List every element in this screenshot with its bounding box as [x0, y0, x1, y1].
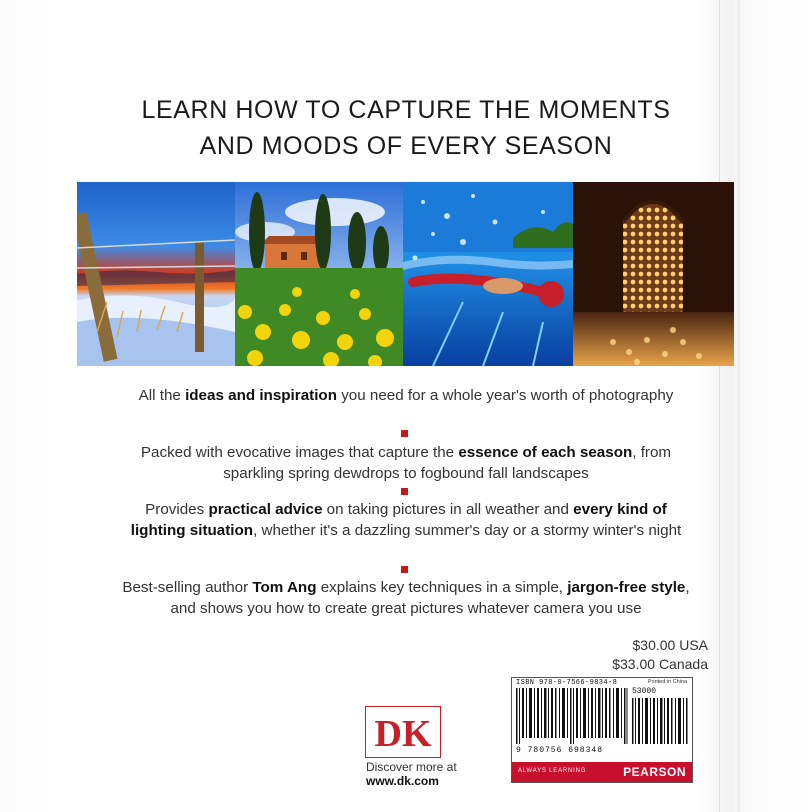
pearson-tagline: ALWAYS LEARNING — [518, 768, 587, 774]
lattice-window-photo — [573, 182, 734, 366]
dk-logo-letters: DK — [374, 713, 432, 755]
bullet-emphasis: Tom Ang — [252, 579, 317, 596]
bullet-text: on taking pictures in all weather and — [322, 501, 574, 518]
bullet-text: you need for a whole year's worth of photography — [336, 387, 674, 404]
publisher-url[interactable]: www.dk.com — [366, 774, 439, 788]
headline-line-2: AND MOODS OF EVERY SEASON — [199, 132, 613, 160]
feature-bullet-2 — [120, 442, 692, 484]
bullet-text: Provides — [145, 501, 209, 518]
pearson-logo: PEARSON — [623, 765, 686, 779]
bullet-separator — [401, 566, 408, 573]
price-usa: $30.00 USA — [632, 637, 708, 653]
price-barcode-icon — [632, 698, 688, 744]
bullet-emphasis: every kind of lighting situation — [130, 501, 667, 539]
barcode-panel — [511, 677, 693, 783]
pearson-band — [512, 762, 692, 782]
bullet-separator — [401, 430, 408, 437]
discover-text: Discover more at — [366, 760, 457, 774]
bullet-text: All the — [138, 387, 186, 404]
barcode-digits: 9 780756 698348 — [516, 746, 604, 755]
bullet-text: explains key techniques in a simple, — [316, 579, 568, 596]
bullet-text: , and shows you how to create great pictures whatever camera you use — [170, 579, 690, 617]
bullet-separator — [401, 488, 408, 495]
bullet-text: Packed with evocative images that capture the — [140, 444, 459, 461]
price-canada: $33.00 Canada — [612, 656, 708, 672]
ean-barcode-icon — [516, 688, 628, 744]
price-code: 53000 — [632, 687, 657, 696]
bullet-emphasis: jargon-free style — [567, 579, 686, 596]
feature-bullet-1 — [120, 385, 692, 406]
bullet-emphasis: practical advice — [208, 501, 323, 518]
summer-villa-photo — [235, 182, 403, 366]
bullet-text: Best-selling author — [122, 579, 253, 596]
bullet-emphasis: essence of each season — [458, 444, 633, 461]
winter-fence-photo — [77, 182, 235, 366]
bullet-emphasis: ideas and inspiration — [185, 387, 337, 404]
dk-logo — [365, 706, 441, 758]
bullet-text: , whether it's a dazzling summer's day or a stormy winter's night — [253, 522, 682, 539]
feature-bullet-3 — [120, 499, 692, 541]
bullet-text: , from sparkling spring dewdrops to fogbound fall landscapes — [223, 444, 672, 482]
season-photo-strip — [77, 182, 734, 366]
feature-bullet-4 — [120, 577, 692, 619]
headline-line-1: LEARN HOW TO CAPTURE THE MOMENTS — [141, 96, 671, 124]
isbn-number: ISBN 978-0-7566-9834-8 — [516, 679, 618, 687]
printed-in-text: Printed in China — [647, 679, 687, 685]
swimmer-photo — [403, 182, 573, 366]
